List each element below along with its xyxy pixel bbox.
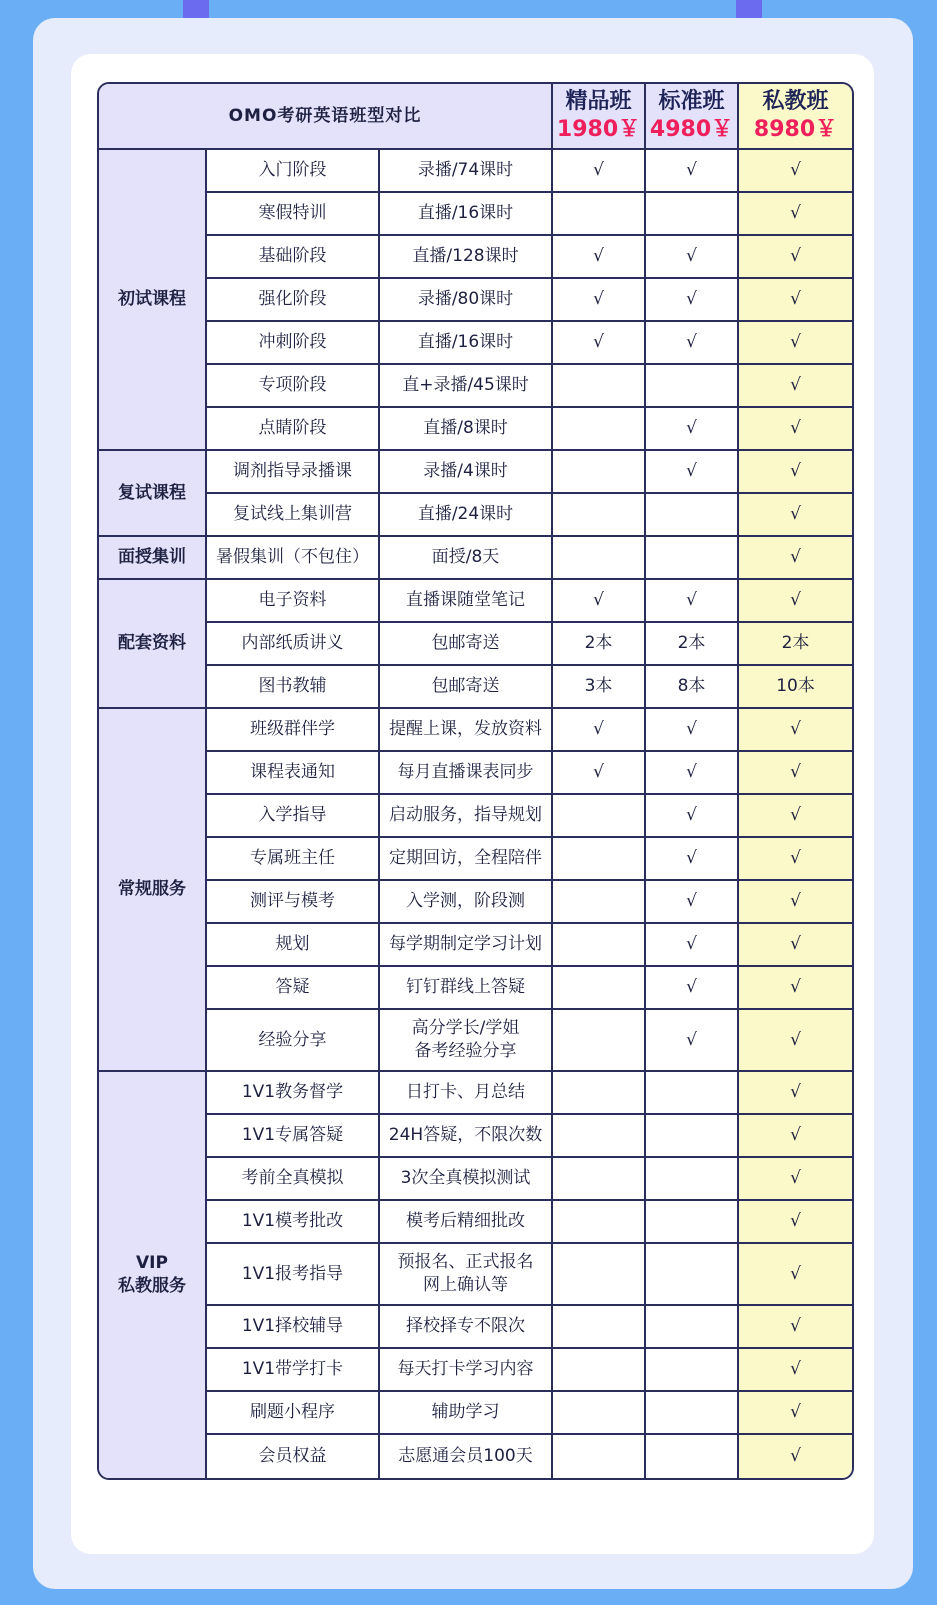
cell-premium	[553, 838, 646, 881]
cell-private: √	[739, 408, 852, 451]
cell-premium	[553, 1392, 646, 1435]
row-description: 每学期制定学习计划	[380, 924, 553, 967]
cell-private: 2本	[739, 623, 852, 666]
cell-premium	[553, 365, 646, 408]
table-row	[99, 408, 852, 451]
row-item: 1V1择校辅导	[207, 1306, 380, 1349]
table-row	[99, 1392, 852, 1435]
row-item: 答疑	[207, 967, 380, 1010]
row-item: 规划	[207, 924, 380, 967]
cell-premium	[553, 924, 646, 967]
cell-premium	[553, 537, 646, 580]
cell-standard	[646, 1201, 739, 1244]
plan-price: 4980￥	[649, 117, 734, 142]
plan-price: 1980￥	[556, 117, 641, 142]
cell-standard: √	[646, 924, 739, 967]
cell-premium	[553, 1306, 646, 1349]
plan-price: 8980￥	[753, 117, 838, 142]
table-row	[99, 494, 852, 537]
cell-private: √	[739, 322, 852, 365]
row-item: 班级群伴学	[207, 709, 380, 752]
top-tab-left	[183, 0, 209, 20]
cell-standard: √	[646, 881, 739, 924]
row-description: 面授/8天	[380, 537, 553, 580]
cell-private: √	[739, 365, 852, 408]
cell-premium	[553, 1072, 646, 1115]
plan-header-premium	[553, 84, 646, 150]
row-item: 课程表通知	[207, 752, 380, 795]
cell-premium	[553, 193, 646, 236]
row-item: 专属班主任	[207, 838, 380, 881]
row-description	[380, 1244, 553, 1306]
cell-standard	[646, 365, 739, 408]
category-cell: 常规服务	[99, 709, 207, 1072]
category-cell: 初试课程	[99, 150, 207, 451]
table-row	[99, 193, 852, 236]
category-cell: 面授集训	[99, 537, 207, 580]
row-item: 基础阶段	[207, 236, 380, 279]
row-description: 录播/80课时	[380, 279, 553, 322]
cell-premium: √	[553, 150, 646, 193]
row-item: 1V1带学打卡	[207, 1349, 380, 1392]
description-line: 预报名、正式报名	[397, 1252, 534, 1272]
table-row	[99, 236, 852, 279]
row-description: 入学测，阶段测	[380, 881, 553, 924]
row-description: 每月直播课表同步	[380, 752, 553, 795]
cell-private: √	[739, 1072, 852, 1115]
cell-standard	[646, 537, 739, 580]
row-description: 3次全真模拟测试	[380, 1158, 553, 1201]
cell-private: 10本	[739, 666, 852, 709]
table-row	[99, 967, 852, 1010]
table-row	[99, 1158, 852, 1201]
row-description: 模考后精细批改	[380, 1201, 553, 1244]
category-label: 私教服务	[118, 1276, 186, 1296]
row-item: 冲刺阶段	[207, 322, 380, 365]
row-item: 1V1模考批改	[207, 1201, 380, 1244]
row-description: 定期回访，全程陪伴	[380, 838, 553, 881]
cell-private: √	[739, 193, 852, 236]
comparison-table	[97, 82, 854, 1480]
cell-premium	[553, 1244, 646, 1306]
cell-standard: √	[646, 322, 739, 365]
cell-standard: √	[646, 236, 739, 279]
cell-standard	[646, 1349, 739, 1392]
cell-premium	[553, 1115, 646, 1158]
row-description: 钉钉群线上答疑	[380, 967, 553, 1010]
cell-standard	[646, 1244, 739, 1306]
row-item: 暑假集训（不包住）	[207, 537, 380, 580]
row-description: 录播/74课时	[380, 150, 553, 193]
row-item: 强化阶段	[207, 279, 380, 322]
row-item: 点睛阶段	[207, 408, 380, 451]
row-item: 会员权益	[207, 1435, 380, 1478]
row-description: 启动服务，指导规划	[380, 795, 553, 838]
row-item: 寒假特训	[207, 193, 380, 236]
table-row	[99, 924, 852, 967]
row-description: 直播/8课时	[380, 408, 553, 451]
cell-private: √	[739, 279, 852, 322]
row-description: 包邮寄送	[380, 666, 553, 709]
cell-private: √	[739, 1349, 852, 1392]
cell-private: √	[739, 924, 852, 967]
row-item: 调剂指导录播课	[207, 451, 380, 494]
cell-premium: √	[553, 752, 646, 795]
cell-standard: 8本	[646, 666, 739, 709]
cell-private: √	[739, 1010, 852, 1072]
cell-premium	[553, 1435, 646, 1478]
row-item: 1V1教务督学	[207, 1072, 380, 1115]
row-item: 内部纸质讲义	[207, 623, 380, 666]
cell-premium: 2本	[553, 623, 646, 666]
table-row	[99, 795, 852, 838]
cell-standard	[646, 193, 739, 236]
plan-name: 私教班	[762, 89, 829, 114]
category-label: VIP	[136, 1253, 168, 1273]
plan-header-standard	[646, 84, 739, 150]
cell-premium	[553, 1349, 646, 1392]
row-item: 考前全真模拟	[207, 1158, 380, 1201]
cell-premium	[553, 795, 646, 838]
cell-premium: 3本	[553, 666, 646, 709]
cell-premium: √	[553, 322, 646, 365]
cell-standard: √	[646, 795, 739, 838]
table-title: OMO考研英语班型对比	[99, 84, 553, 150]
cell-private: √	[739, 967, 852, 1010]
cell-premium	[553, 1158, 646, 1201]
cell-standard	[646, 494, 739, 537]
cell-standard: √	[646, 838, 739, 881]
row-item: 测评与模考	[207, 881, 380, 924]
row-description: 志愿通会员100天	[380, 1435, 553, 1478]
category-cell	[99, 1072, 207, 1478]
cell-private: √	[739, 1435, 852, 1478]
cell-private: √	[739, 1158, 852, 1201]
cell-private: √	[739, 1201, 852, 1244]
cell-standard	[646, 1392, 739, 1435]
cell-standard	[646, 1306, 739, 1349]
row-item: 经验分享	[207, 1010, 380, 1072]
cell-private: √	[739, 150, 852, 193]
table-row	[99, 1244, 852, 1306]
row-description: 每天打卡学习内容	[380, 1349, 553, 1392]
row-item: 1V1专属答疑	[207, 1115, 380, 1158]
description-line: 网上确认等	[423, 1275, 508, 1295]
row-item: 刷题小程序	[207, 1392, 380, 1435]
row-description: 日打卡、月总结	[380, 1072, 553, 1115]
plan-name: 精品班	[565, 89, 632, 114]
row-description: 录播/4课时	[380, 451, 553, 494]
table-row	[99, 580, 852, 623]
row-description: 直播/128课时	[380, 236, 553, 279]
row-item: 复试线上集训营	[207, 494, 380, 537]
cell-premium	[553, 494, 646, 537]
cell-premium: √	[553, 236, 646, 279]
row-description: 提醒上课，发放资料	[380, 709, 553, 752]
cell-standard: √	[646, 279, 739, 322]
row-description: 直播/16课时	[380, 322, 553, 365]
row-description: 辅助学习	[380, 1392, 553, 1435]
table-row	[99, 537, 852, 580]
cell-premium: √	[553, 580, 646, 623]
cell-private: √	[739, 795, 852, 838]
cell-premium	[553, 451, 646, 494]
row-item: 1V1报考指导	[207, 1244, 380, 1306]
cell-premium	[553, 1201, 646, 1244]
category-cell: 配套资料	[99, 580, 207, 709]
top-tab-right	[736, 0, 762, 20]
cell-standard: √	[646, 150, 739, 193]
row-item: 专项阶段	[207, 365, 380, 408]
cell-private: √	[739, 709, 852, 752]
table-row	[99, 623, 852, 666]
cell-standard: √	[646, 752, 739, 795]
cell-private: √	[739, 752, 852, 795]
cell-private: √	[739, 838, 852, 881]
table-row	[99, 1201, 852, 1244]
row-description: 直+录播/45课时	[380, 365, 553, 408]
cell-premium	[553, 408, 646, 451]
description-line: 备考经验分享	[414, 1041, 517, 1061]
table-row	[99, 150, 852, 193]
row-description: 择校择专不限次	[380, 1306, 553, 1349]
cell-standard: √	[646, 1010, 739, 1072]
cell-private: √	[739, 1115, 852, 1158]
cell-premium: √	[553, 279, 646, 322]
cell-private: √	[739, 236, 852, 279]
row-item: 电子资料	[207, 580, 380, 623]
cell-private: √	[739, 1392, 852, 1435]
cell-private: √	[739, 451, 852, 494]
row-item: 入学指导	[207, 795, 380, 838]
row-description: 24H答疑，不限次数	[380, 1115, 553, 1158]
cell-private: √	[739, 494, 852, 537]
cell-standard	[646, 1115, 739, 1158]
table-row	[99, 1306, 852, 1349]
row-description: 直播/24课时	[380, 494, 553, 537]
description-line: 高分学长/学姐	[411, 1018, 520, 1038]
table-row	[99, 666, 852, 709]
cell-standard	[646, 1072, 739, 1115]
table-row	[99, 1349, 852, 1392]
table-row	[99, 279, 852, 322]
table-row	[99, 709, 852, 752]
cell-premium	[553, 1010, 646, 1072]
category-cell: 复试课程	[99, 451, 207, 537]
table-row	[99, 451, 852, 494]
row-item: 入门阶段	[207, 150, 380, 193]
row-description: 直播课随堂笔记	[380, 580, 553, 623]
cell-private: √	[739, 881, 852, 924]
row-item: 图书教辅	[207, 666, 380, 709]
table-row	[99, 881, 852, 924]
table-row	[99, 365, 852, 408]
table-row	[99, 752, 852, 795]
row-description	[380, 1010, 553, 1072]
cell-private: √	[739, 1306, 852, 1349]
table-row	[99, 1072, 852, 1115]
cell-standard	[646, 1435, 739, 1478]
cell-private: √	[739, 537, 852, 580]
cell-standard	[646, 1158, 739, 1201]
cell-private: √	[739, 580, 852, 623]
cell-standard: √	[646, 451, 739, 494]
table-row	[99, 1115, 852, 1158]
table-row	[99, 838, 852, 881]
row-description: 直播/16课时	[380, 193, 553, 236]
row-description: 包邮寄送	[380, 623, 553, 666]
cell-standard: 2本	[646, 623, 739, 666]
table-row	[99, 322, 852, 365]
cell-standard: √	[646, 967, 739, 1010]
cell-private: √	[739, 1244, 852, 1306]
plan-header-private	[739, 84, 852, 150]
cell-standard: √	[646, 709, 739, 752]
cell-premium	[553, 967, 646, 1010]
table-row	[99, 1435, 852, 1478]
cell-premium	[553, 881, 646, 924]
table-row	[99, 1010, 852, 1072]
cell-standard: √	[646, 580, 739, 623]
cell-standard: √	[646, 408, 739, 451]
plan-name: 标准班	[658, 89, 725, 114]
cell-premium: √	[553, 709, 646, 752]
